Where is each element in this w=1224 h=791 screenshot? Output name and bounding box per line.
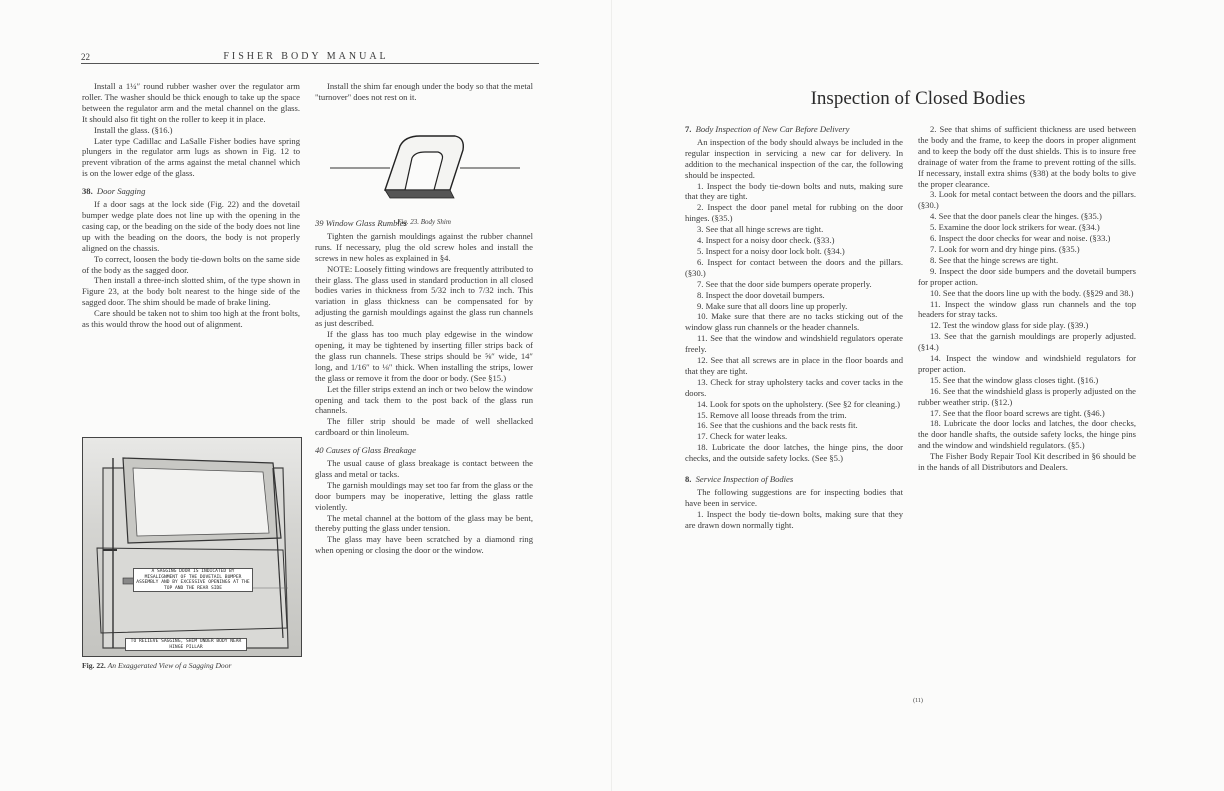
figure-22-sagging-door [82, 437, 302, 657]
list-item: 6. Inspect for contact between the doors and the pillars. (§30.) [685, 256, 903, 278]
list-item: 15. See that the window glass closes tight. (§16.) [930, 374, 1099, 385]
paragraph: The usual cause of glass breakage is contact between the glass and metal or tacks. [315, 458, 533, 479]
right-column-1 [685, 124, 903, 531]
section-title: Body Inspection of New Car Before Delivery [695, 124, 850, 134]
list-item: 14. Inspect the window and windshield regulators for proper action. [918, 353, 1136, 374]
list-item: 11. See that the window and windshield regulators operate freely. [685, 333, 903, 355]
list-item: 9. Make sure that all doors line up properly. [697, 300, 848, 311]
section-title: Window Glass Rumbles [325, 218, 407, 228]
list-item: 5. Examine the door lock strikers for wear. (§34.) [930, 222, 1100, 233]
list-item: 10. See that the doors line up with the body. (§§29 and 38.) [930, 287, 1134, 298]
paragraph: The metal channel at the bottom of the glass may be bent, thereby putting the glass under tension. [315, 512, 533, 534]
list-item: 14. Look for spots on the upholstery. (See §2 for cleaning.) [697, 398, 901, 409]
sagging-door-drawing [83, 438, 301, 656]
paragraph: Install the glass. (§16.) [94, 124, 173, 135]
section-number: 8. [685, 474, 692, 485]
list-item: 12. Test the window glass for side play. (§39.) [930, 320, 1089, 331]
right-column-2 [918, 124, 1136, 473]
paragraph: To correct, loosen the body tie-down bolts on the same side of the body as the sagged door. [82, 253, 300, 275]
section-number: 38. [82, 186, 93, 197]
body-shim-drawing [330, 128, 520, 208]
paragraph: The glass may have been scratched by a diamond ring when opening or closing the door or the window. [315, 534, 533, 556]
list-item: 8. See that the hinge screws are tight. [930, 254, 1059, 265]
list-item: 17. See that the floor board screws are tight. (§46.) [930, 407, 1105, 418]
section-number: 7. [685, 124, 692, 134]
list-item: 16. See that the cushions and the back rests fit. [697, 420, 858, 431]
list-item: 1. Inspect the body tie-down bolts and nuts, making sure that they are tight. [685, 180, 903, 202]
page-folio: (11) [913, 698, 923, 704]
section-heading-39 [315, 218, 533, 229]
paragraph: NOTE: Loosely fitting windows are frequently attributed to their glass. The glass used in standard production in all closed bodies varies in thickness from 5/32 inch to 7/32 inch. This variation in glass thickness can be compensated for by adjusting the garnish mouldings against the glass run channels as just described. [315, 263, 533, 329]
header-rule [81, 63, 539, 64]
running-header: FISHER BODY MANUAL [223, 51, 389, 62]
paragraph: Install a 1¼″ round rubber washer over the regulator arm roller. The washer should be thick enough to take up the space between the regulator arm and the metal channel on the glass. It should also fit tight on the roller to keep it in place. [82, 81, 300, 124]
list-item: 10. Make sure that there are no tacks sticking out of the window glass run channels or the header channels. [685, 311, 903, 333]
left-column-2-body [315, 211, 533, 556]
list-item: 13. See that the garnish mouldings are properly adjusted. (§14.) [918, 331, 1136, 353]
figure-22-caption [82, 661, 300, 670]
left-column-1 [82, 81, 300, 330]
list-item: 4. Inspect for a noisy door check. (§33.) [697, 235, 835, 246]
list-item: 6. Inspect the door checks for wear and noise. (§33.) [930, 233, 1111, 244]
section-title: Door Sagging [96, 186, 146, 197]
list-item: 11. Inspect the window glass run channels and the top headers for stray tacks. [918, 298, 1136, 320]
section-heading-7 [685, 124, 903, 135]
paragraph: Install the shim far enough under the body so that the metal "turnover" does not rest on it. [315, 81, 533, 102]
paragraph: The filler strip should be made of well shellacked cardboard or thin linoleum. [315, 416, 533, 438]
list-item: 17. Check for water leaks. [697, 431, 788, 442]
list-item: 4. See that the door panels clear the hinges. (§35.) [930, 211, 1102, 222]
paragraph: Let the filler strips extend an inch or two below the window opening and tack them to the post back of the glass run channels. [315, 383, 533, 416]
list-item: 18. Lubricate the door latches, the hinge pins, the door checks, and the outside safety locks. (See §5.) [685, 442, 903, 464]
list-item: 9. Inspect the door side bumpers and the dovetail bumpers for proper action. [918, 265, 1136, 287]
section-title: Causes of Glass Breakage [325, 445, 416, 456]
paragraph: An inspection of the body should always be included in the regular inspection in servicing a new car for delivery. In addition to the mechanical inspection of the car, the following should be inspected. [685, 136, 903, 180]
paragraph: If a door sags at the lock side (Fig. 22) and the dovetail bumper wedge plate does not line up with the opening in the casing cap, or the beading on the side of the body does not line up with the beading on the doors, the body is not properly aligned on the chassis. [82, 199, 300, 253]
figure-note-shim: TO RELIEVE SAGGING, SHIM UNDER BODY NEAR HINGE PILLAR [125, 638, 247, 651]
paragraph: The garnish mouldings may set too far from the glass or the door bumpers may be inoperative, letting the glass rattle violently. [315, 479, 533, 512]
list-item: 2. Inspect the door panel metal for rubbing on the door hinges. (§35.) [685, 202, 903, 224]
section-heading-40 [315, 445, 533, 456]
paragraph: Care should be taken not to shim too high at the front bolts, as this would throw the hood out of alignment. [82, 308, 300, 330]
paragraph: The Fisher Body Repair Tool Kit described in §6 should be in the hands of all Distributors and Dealers. [918, 451, 1136, 473]
list-item: 3. Look for metal contact between the doors and the pillars. (§30.) [918, 189, 1136, 211]
paragraph: If the glass has too much play edgewise in the window opening, it may be tightened by inserting filler strips back of the glass run channels. These strips should be ⅝″ wide, 14″ long, and 1/16″ to ⅛″ thick. When installing the strips, lower the glass or remove it from the door or body. (See §15.) [315, 329, 533, 383]
figure-number: Fig. 22. [82, 661, 106, 670]
list-item: 7. See that the door side bumpers operate properly. [697, 278, 872, 289]
list-item: 7. Look for worn and dry hinge pins. (§35.) [930, 243, 1080, 254]
section-number: 39 [315, 218, 324, 228]
section-heading-38 [82, 186, 300, 197]
page-number: 22 [81, 52, 90, 62]
list-item: 13. Check for stray upholstery tacks and cover tacks in the doors. [685, 376, 903, 398]
left-column-2 [315, 81, 533, 103]
list-item: 1. Inspect the body tie-down bolts, making sure that they are drawn down normally tight. [685, 508, 903, 530]
list-item: 16. See that the windshield glass is properly adjusted on the rubber weather strip. (§12.) [918, 385, 1136, 407]
paragraph: Tighten the garnish mouldings against the rubber channel runs. If necessary, plug the old screw holes and install the screws in new holes as explained in §4. [315, 230, 533, 263]
section-heading-8 [685, 474, 903, 485]
list-item: 3. See that all hinge screws are tight. [697, 224, 824, 235]
figure-caption-text: An Exaggerated View of a Sagging Door [107, 661, 232, 670]
list-item: 18. Lubricate the door locks and latches, the door checks, the door handle shafts, the outside safety locks, the hinge pins and the window and windshield regulators. (§5.) [918, 418, 1136, 451]
list-item: 12. See that all screws are in place in the floor boards and that they are tight. [685, 355, 903, 376]
paragraph: Later type Cadillac and LaSalle Fisher bodies have spring plungers in the regulator arm lugs as shown in Fig. 12 to prevent vibration of the arms against the metal channel which is on the lower edge of the glass. [82, 135, 300, 179]
section-number: 40 [315, 445, 324, 456]
list-item: 8. Inspect the door dovetail bumpers. [697, 289, 825, 300]
right-page [612, 0, 1224, 791]
paragraph: The following suggestions are for inspecting bodies that have been in service. [685, 487, 903, 508]
list-item: 2. See that shims of sufficient thickness are used between the body and the frame, to keep the doors in proper alignment and to keep the body off the dust shields. This is to insure free drainage of water from the frame to prevent rotting of the sills. If necessary, install extra shims (§38) at the body bolts to give the proper clearance. [918, 124, 1136, 189]
figure-note-sagging: A SAGGING DOOR IS INDICATED BY MISALIGNMENT OF THE DOVETAIL BUMPER ASSEMBLY AND BY EXCESSIVE OPENINGS AT THE TOP AND THE REAR SIDE [133, 568, 253, 592]
list-item: 15. Remove all loose threads from the trim. [697, 409, 847, 420]
chapter-title: Inspection of Closed Bodies [810, 88, 1026, 109]
figure-23-caption: Fig. 23. Body Shim [397, 218, 451, 226]
section-title: Service Inspection of Bodies [695, 474, 794, 485]
list-item: 5. Inspect for a noisy door lock bolt. (§34.) [697, 245, 845, 256]
paragraph: Then install a three-inch slotted shim, of the type shown in Figure 23, at the body bolt nearest to the hinge side of the sagged door. The shim should be made of brake lining. [82, 275, 300, 308]
